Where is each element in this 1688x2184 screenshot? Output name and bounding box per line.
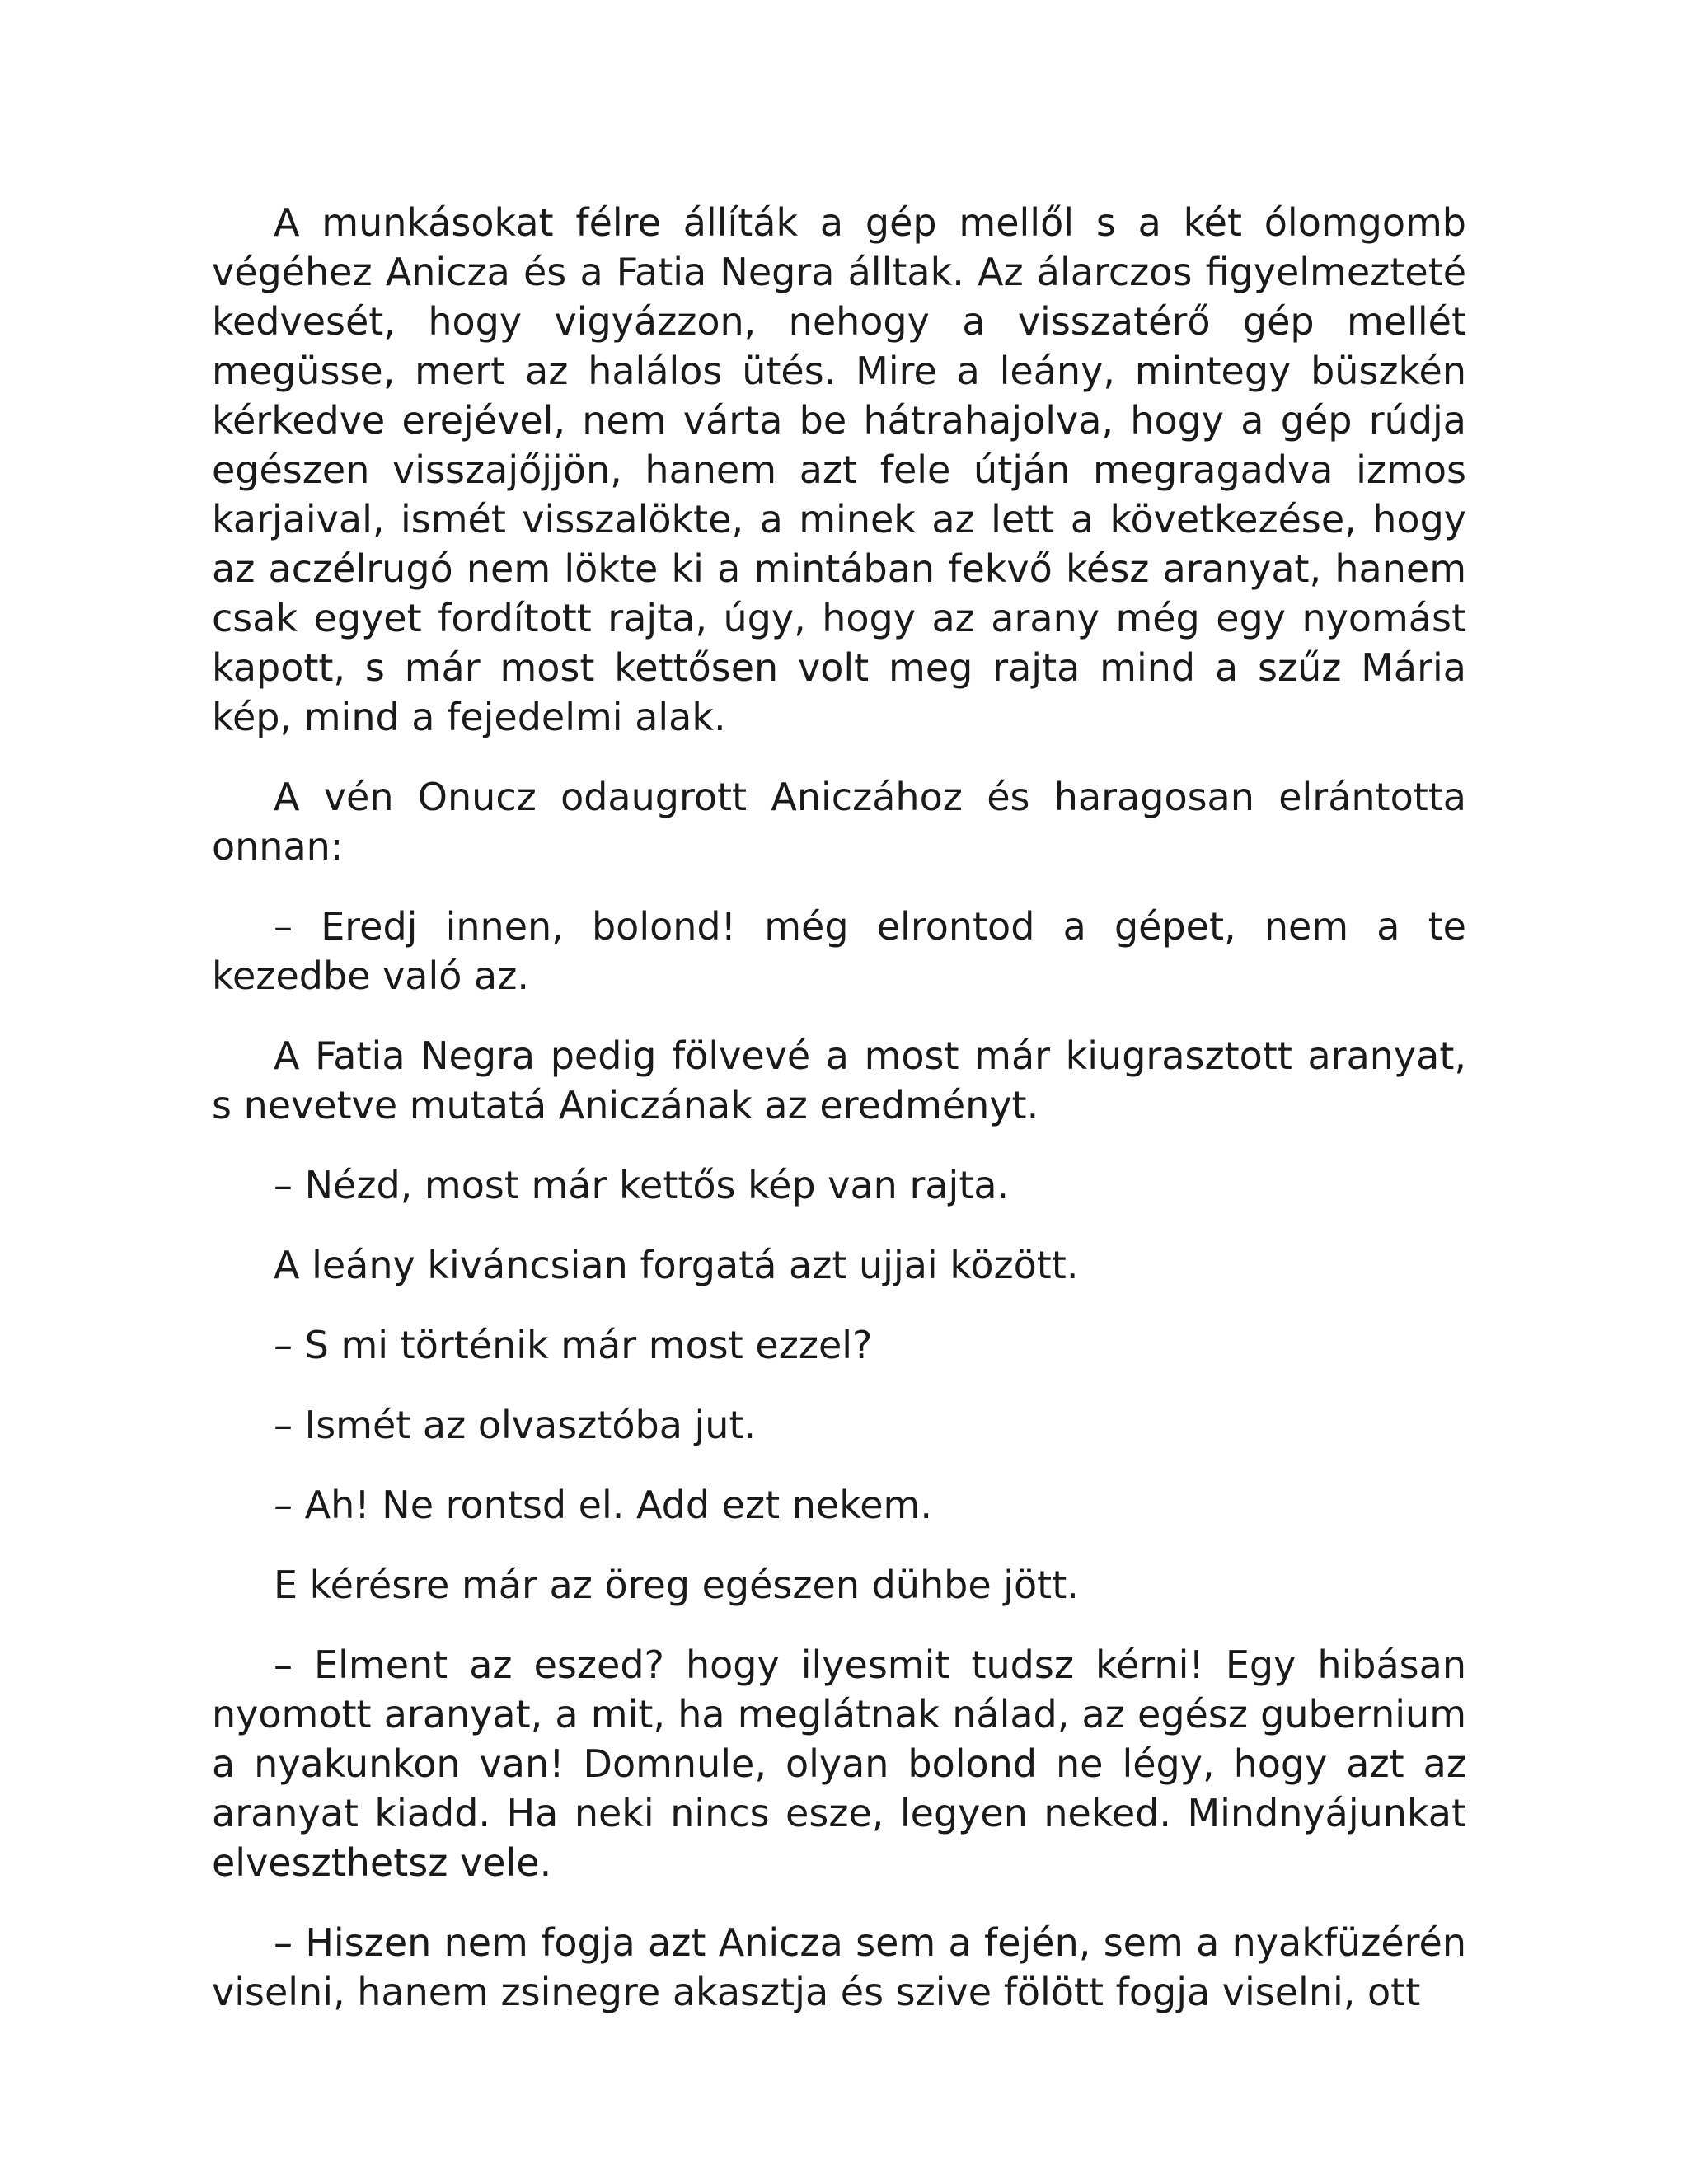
paragraph: – Nézd, most már kettős kép van rajta.	[274, 1163, 1010, 1207]
paragraph: – Ah! Ne rontsd el. Add ezt nekem.	[274, 1483, 932, 1527]
paragraph: – Hiszen nem fogja azt Anicza sem a fején, sem a nyakfüzérén viselni, hanem zsinegre akasztja és szive fölött fogja viselni, ott	[212, 1920, 1466, 2014]
paragraph: – Elment az eszed? hogy ilyesmit tudsz kérni! Egy hibásan nyomott aranyat, a mit, ha meglátnak nálad, az egész gubernium a nyakunkon van! Domnule, olyan bolond ne légy, hogy azt az aranyat kiadd. Ha neki nincs esze, legyen neked. Mindnyájunkat elveszthetsz vele.	[212, 1643, 1466, 1885]
paragraph: A munkásokat félre állíták a gép mellől s a két ólomgomb végéhez Anicza és a Fatia Negra álltak. Az álarczos figyelmezteté kedvesét, hogy vigyázzon, nehogy a visszatérő gép mellét megüsse, mert az halálos ütés. Mire a leány, mintegy büszkén kérkedve erejével, nem várta be hátrahajolva, hogy a gép rúdja egészen visszajőjjön, hanem azt fele útján megragadva izmos karjaival, ismét visszalökte, a minek az lett a következése, hogy az aczélrugó nem lökte ki a mintában fekvő kész aranyat, hanem csak egyet fordított rajta, úgy, hogy az arany még egy nyomást kapott, s már most kettősen volt meg rajta mind a szűz Mária kép, mind a fejedelmi alak.	[212, 200, 1466, 739]
paragraph: A Fatia Negra pedig fölvevé a most már kiugrasztott aranyat, s nevetve mutatá Aniczának az eredményt.	[212, 1033, 1466, 1127]
text-body	[212, 198, 1466, 2017]
paragraph: A leány kiváncsian forgatá azt ujjai között.	[274, 1243, 1079, 1287]
paragraph: E kérésre már az öreg egészen dühbe jött.	[274, 1563, 1079, 1607]
paragraph: – S mi történik már most ezzel?	[274, 1323, 873, 1367]
paragraph: – Eredj innen, bolond! még elrontod a gépet, nem a te kezedbe való az.	[212, 904, 1466, 998]
paragraph: A vén Onucz odaugrott Aniczához és haragosan elrántotta onnan:	[212, 775, 1466, 869]
paragraph: – Ismét az olvasztóba jut.	[274, 1403, 757, 1447]
